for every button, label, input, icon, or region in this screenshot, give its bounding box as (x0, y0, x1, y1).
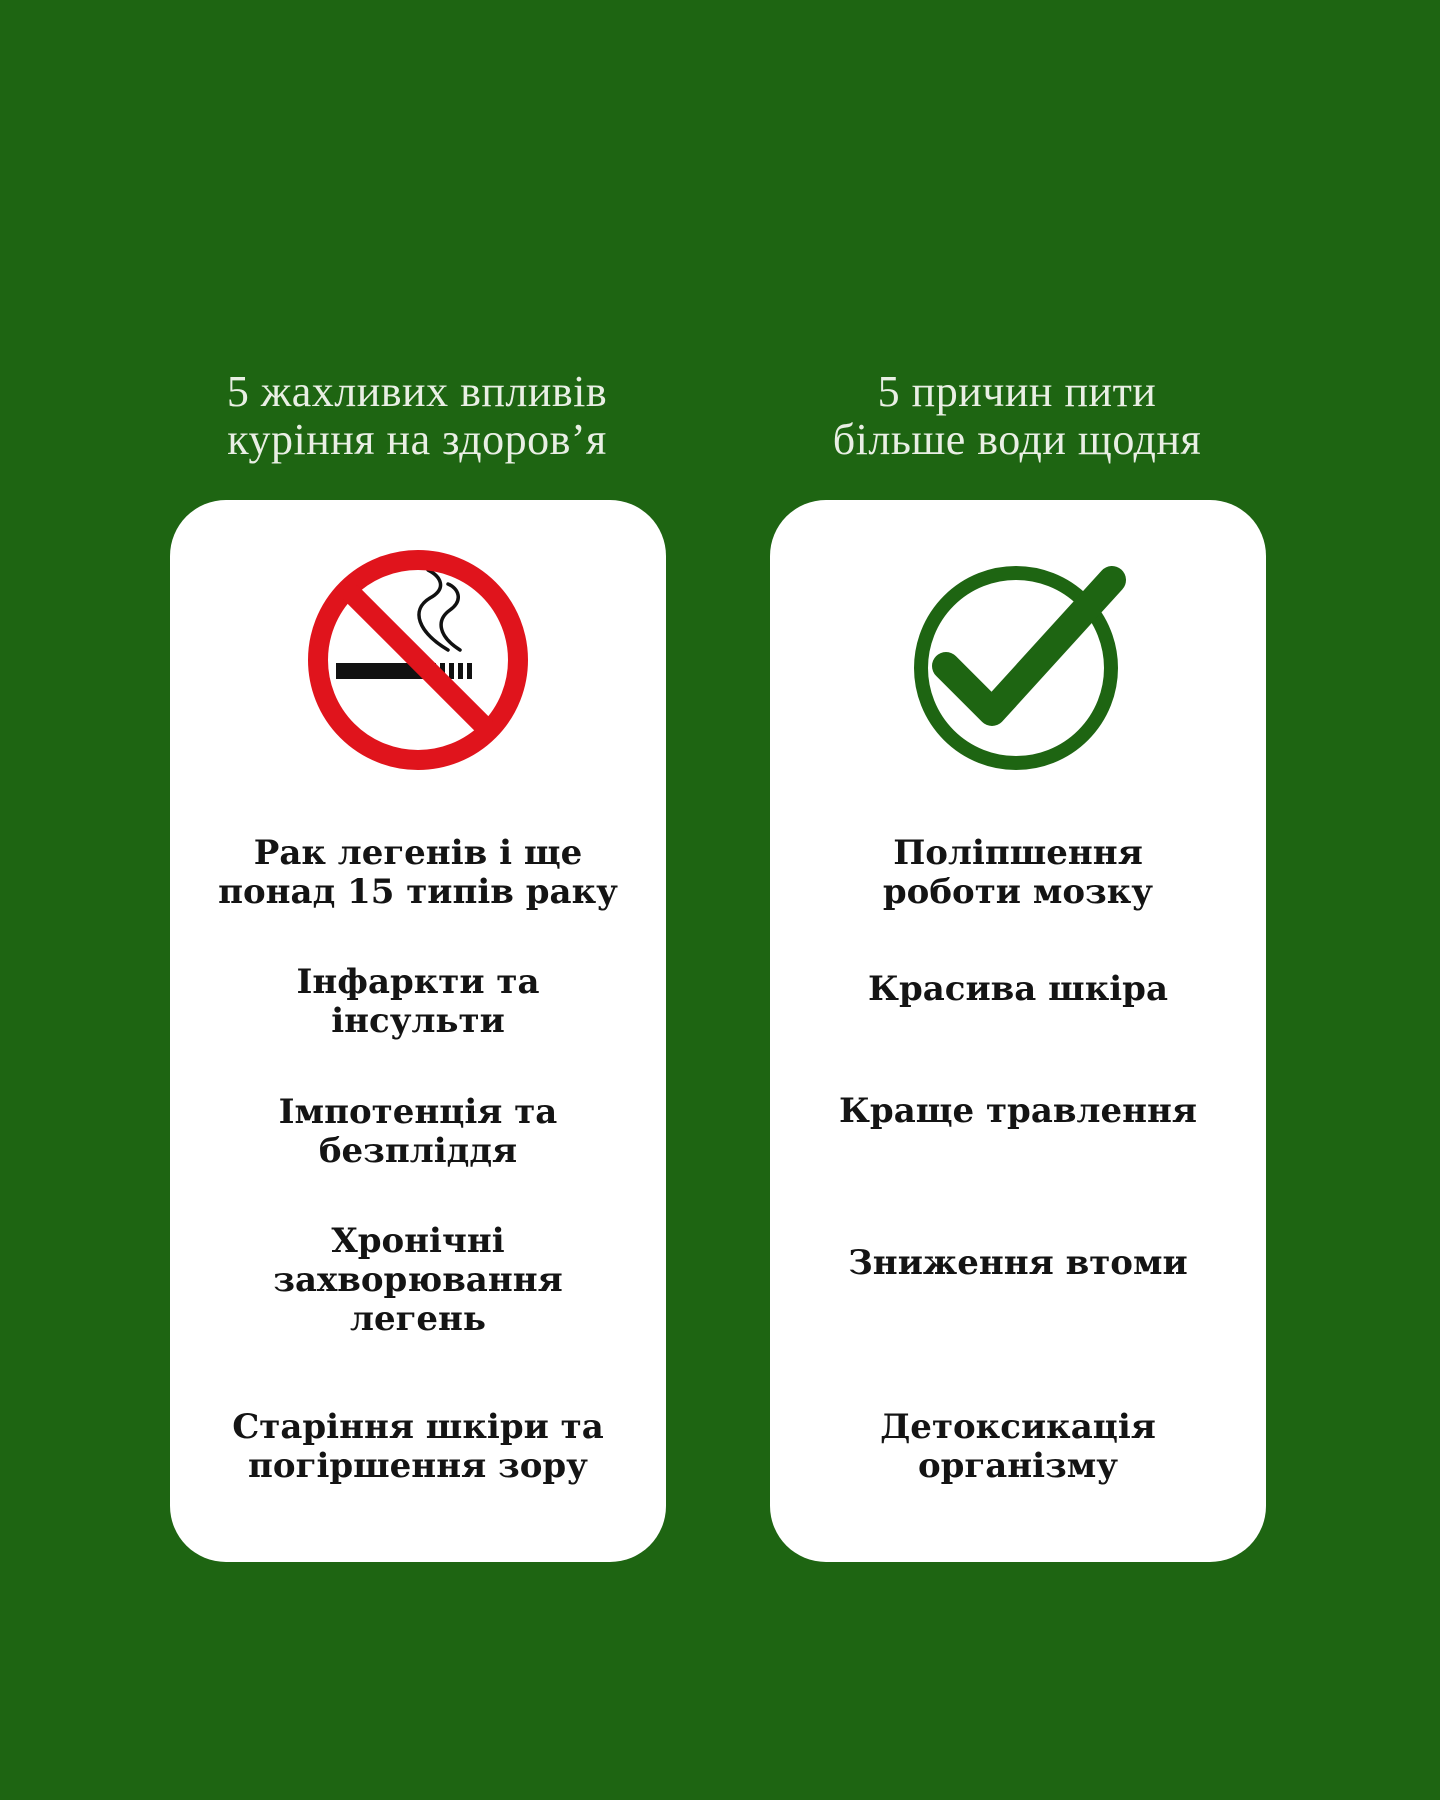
check-circle-icon (898, 540, 1138, 780)
list-item (170, 1408, 666, 1486)
list-item-line: Красива шкіра (868, 969, 1168, 1009)
title-line: більше води щодня (832, 415, 1202, 464)
smoking-effects-card (170, 500, 666, 1562)
list-item (770, 970, 1266, 1009)
list-item-line: Зниження втоми (848, 1243, 1188, 1283)
list-item (170, 963, 666, 1041)
list-item-line: Імпотенція та (278, 1092, 558, 1132)
list-item-line: безпліддя (318, 1131, 518, 1171)
list-item-line: Детоксикація (880, 1407, 1156, 1447)
list-item-line: Рак легенів і ще (253, 833, 583, 873)
title-line: куріння на здоров’я (227, 415, 607, 464)
title-line: 5 жахливих впливів (226, 367, 608, 416)
list-item-line: інсульти (331, 1001, 505, 1041)
list-item (170, 834, 666, 912)
list-item-line: організму (917, 1446, 1119, 1486)
list-item (770, 1244, 1266, 1283)
list-item-line: Інфаркти та (296, 962, 540, 1002)
list-item (770, 1408, 1266, 1486)
list-item-line: Краще травлення (839, 1091, 1197, 1131)
water-benefits-card (770, 500, 1266, 1562)
list-item (170, 1222, 666, 1339)
list-item-line: Хронічні (331, 1221, 505, 1261)
list-item-line: легень (349, 1299, 487, 1339)
list-item (770, 1092, 1266, 1131)
list-item (170, 1093, 666, 1171)
left-column-title (137, 368, 697, 464)
list-item-line: понад 15 типів раку (218, 872, 618, 912)
list-item-line: погіршення зору (248, 1446, 588, 1486)
list-item-line: Поліпшення (893, 833, 1143, 873)
list-item (770, 834, 1266, 912)
right-column-title (737, 368, 1297, 464)
list-item-line: захворювання (273, 1260, 563, 1300)
list-item-line: роботи мозку (882, 872, 1154, 912)
title-line: 5 причин пити (877, 367, 1157, 416)
list-item-line: Старіння шкіри та (232, 1407, 604, 1447)
no-smoking-icon (298, 540, 538, 780)
